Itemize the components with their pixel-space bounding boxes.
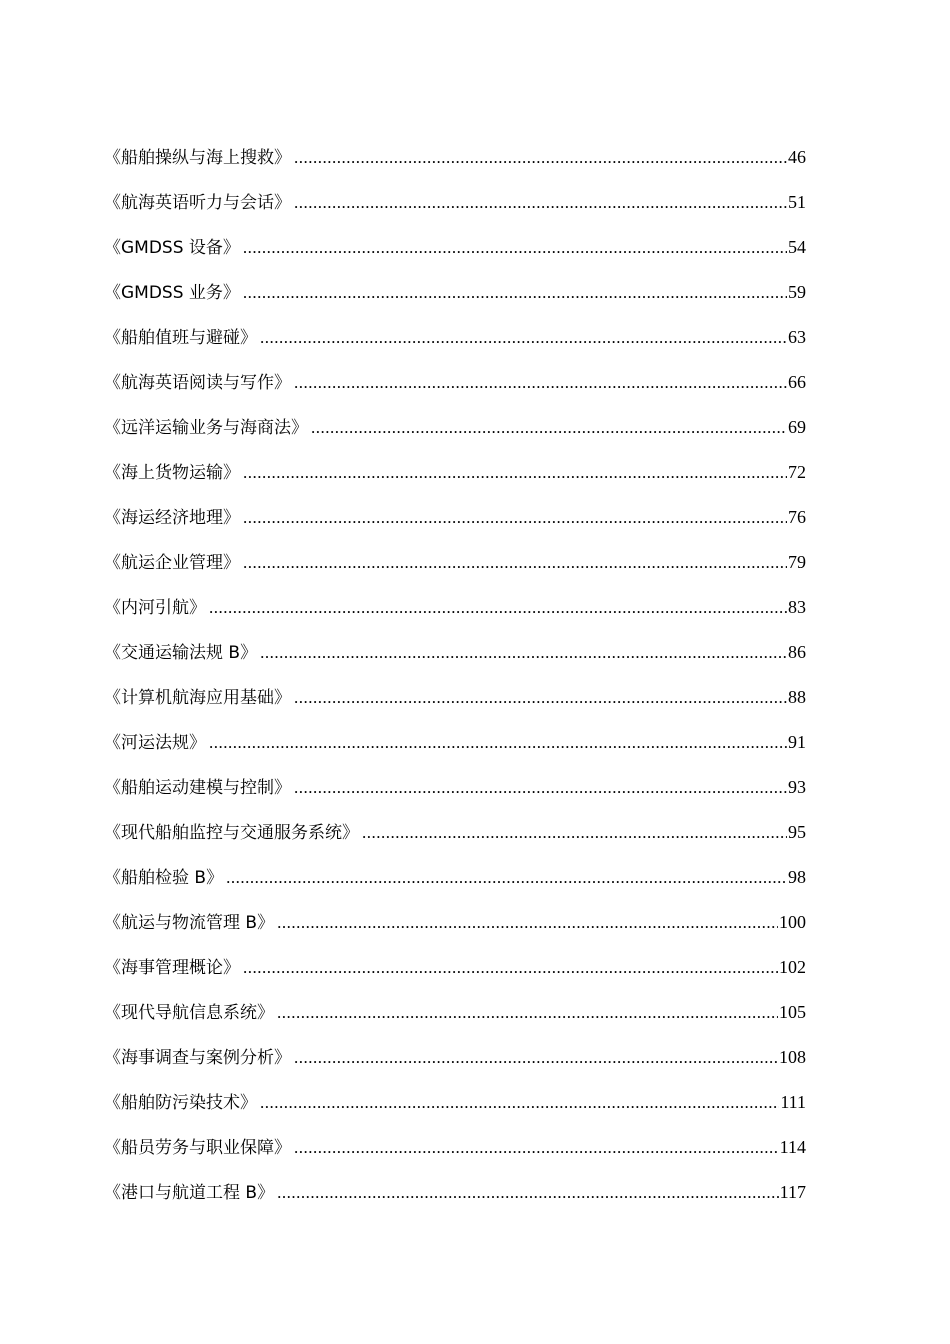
toc-dot-leader <box>243 450 787 495</box>
toc-entry-title: 《船舶防污染技术》 <box>104 1093 257 1113</box>
toc-entry-page: 66 <box>788 372 806 392</box>
toc-entry-page: 117 <box>779 1182 806 1202</box>
toc-entry-title: 《海事调查与案例分析》 <box>104 1048 291 1068</box>
toc-entry[interactable] <box>104 1125 806 1170</box>
toc-entry-title: 《交通运输法规 B》 <box>104 643 258 663</box>
toc-entry-title: 《港口与航道工程 B》 <box>104 1183 275 1203</box>
toc-dot-leader <box>243 270 787 315</box>
toc-entry[interactable] <box>104 630 806 675</box>
toc-dot-leader <box>294 1125 779 1170</box>
toc-dot-leader <box>294 675 787 720</box>
toc-entry-page: 95 <box>788 822 806 842</box>
toc-entry-title: 《内河引航》 <box>104 598 206 618</box>
toc-dot-leader <box>209 720 787 765</box>
toc-entry-title: 《船舶操纵与海上搜救》 <box>104 148 291 168</box>
toc-entry[interactable] <box>104 990 806 1035</box>
toc-dot-leader <box>277 1170 779 1215</box>
toc-entry-page: 63 <box>788 327 806 347</box>
toc-dot-leader <box>362 810 787 855</box>
toc-dot-leader <box>311 405 787 450</box>
toc-entry-title: 《河运法规》 <box>104 733 206 753</box>
toc-entry[interactable] <box>104 810 806 855</box>
toc-entry[interactable] <box>104 765 806 810</box>
table-of-contents <box>104 135 806 1215</box>
toc-entry[interactable] <box>104 585 806 630</box>
toc-entry[interactable] <box>104 945 806 990</box>
toc-dot-leader <box>277 900 778 945</box>
toc-entry-title: 《现代导航信息系统》 <box>104 1003 274 1023</box>
toc-entry-page: 108 <box>779 1047 806 1067</box>
toc-entry-page: 83 <box>788 597 806 617</box>
toc-dot-leader <box>243 225 787 270</box>
toc-entry-page: 98 <box>788 867 806 887</box>
toc-dot-leader <box>243 495 787 540</box>
toc-entry-page: 76 <box>788 507 806 527</box>
toc-entry-page: 102 <box>779 957 806 977</box>
toc-dot-leader <box>294 765 787 810</box>
toc-entry-page: 91 <box>788 732 806 752</box>
toc-entry-title: 《计算机航海应用基础》 <box>104 688 291 708</box>
toc-entry[interactable] <box>104 495 806 540</box>
toc-entry[interactable] <box>104 450 806 495</box>
toc-dot-leader <box>243 540 787 585</box>
toc-entry-title: 《远洋运输业务与海商法》 <box>104 418 308 438</box>
toc-entry-title: 《航运企业管理》 <box>104 553 240 573</box>
toc-entry-title: 《航海英语听力与会话》 <box>104 193 291 213</box>
toc-entry-title: 《海上货物运输》 <box>104 463 240 483</box>
toc-entry[interactable] <box>104 135 806 180</box>
toc-entry-title: 《航运与物流管理 B》 <box>104 913 275 933</box>
toc-entry-page: 54 <box>788 237 806 257</box>
toc-entry-page: 114 <box>779 1137 806 1157</box>
toc-entry[interactable] <box>104 900 806 945</box>
toc-entry[interactable] <box>104 225 806 270</box>
toc-entry[interactable] <box>104 360 806 405</box>
toc-entry-title: 《海运经济地理》 <box>104 508 240 528</box>
toc-entry[interactable] <box>104 315 806 360</box>
toc-dot-leader <box>260 315 787 360</box>
toc-entry-page: 69 <box>788 417 806 437</box>
toc-entry-title: 《海事管理概论》 <box>104 958 240 978</box>
toc-dot-leader <box>243 945 778 990</box>
toc-entry-page: 46 <box>788 147 806 167</box>
toc-entry-title: 《船员劳务与职业保障》 <box>104 1138 291 1158</box>
toc-entry[interactable] <box>104 1080 806 1125</box>
toc-entry-title: 《船舶检验 B》 <box>104 868 224 888</box>
toc-dot-leader <box>294 360 787 405</box>
toc-entry-page: 100 <box>779 912 806 932</box>
toc-dot-leader <box>260 630 787 675</box>
toc-entry-page: 111 <box>780 1092 806 1112</box>
toc-entry-title: 《船舶运动建模与控制》 <box>104 778 291 798</box>
toc-dot-leader <box>294 180 787 225</box>
toc-entry[interactable] <box>104 270 806 315</box>
toc-dot-leader <box>277 990 778 1035</box>
toc-dot-leader <box>294 135 787 180</box>
toc-entry-page: 79 <box>788 552 806 572</box>
toc-entry-page: 51 <box>788 192 806 212</box>
toc-entry-title: 《GMDSS 设备》 <box>104 238 240 258</box>
toc-entry-title: 《现代船舶监控与交通服务系统》 <box>104 823 359 843</box>
toc-entry-title: 《船舶值班与避碰》 <box>104 328 257 348</box>
toc-entry-page: 59 <box>788 282 806 302</box>
toc-entry-page: 105 <box>779 1002 806 1022</box>
toc-entry[interactable] <box>104 855 806 900</box>
toc-entry-page: 72 <box>788 462 806 482</box>
toc-entry[interactable] <box>104 720 806 765</box>
toc-entry[interactable] <box>104 180 806 225</box>
toc-dot-leader <box>226 855 787 900</box>
toc-entry[interactable] <box>104 675 806 720</box>
toc-entry-page: 88 <box>788 687 806 707</box>
toc-entry-title: 《GMDSS 业务》 <box>104 283 240 303</box>
toc-entry[interactable] <box>104 1035 806 1080</box>
toc-entry[interactable] <box>104 540 806 585</box>
toc-entry-page: 86 <box>788 642 806 662</box>
toc-entry-title: 《航海英语阅读与写作》 <box>104 373 291 393</box>
toc-entry[interactable] <box>104 1170 806 1215</box>
toc-entry[interactable] <box>104 405 806 450</box>
toc-dot-leader <box>209 585 787 630</box>
toc-dot-leader <box>260 1080 779 1125</box>
toc-dot-leader <box>294 1035 778 1080</box>
toc-entry-page: 93 <box>788 777 806 797</box>
